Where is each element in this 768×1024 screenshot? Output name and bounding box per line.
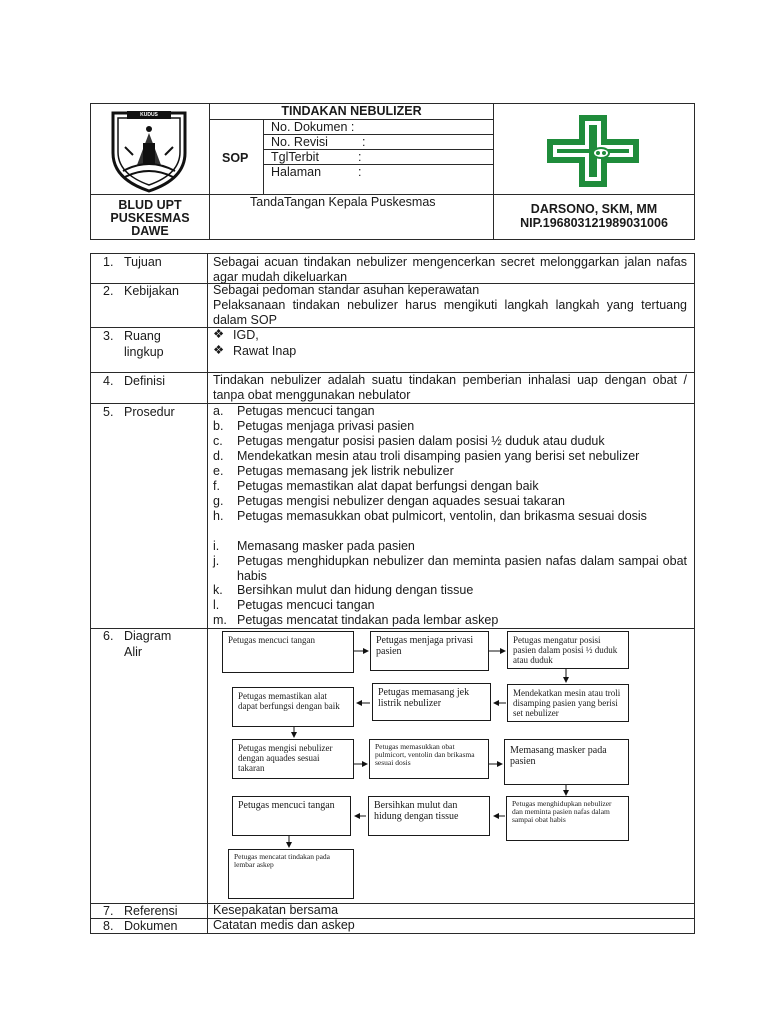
- head-name: DARSONO, SKM, MM: [530, 202, 658, 216]
- step-text: Petugas mengisi nebulizer dengan aquades sesuai takaran: [237, 494, 566, 508]
- org-name-line2: PUSKESMAS: [110, 211, 190, 225]
- diamond-bullet-icon: ❖: [213, 327, 225, 341]
- flow-box: Petugas memastikan alat dapat berfungsi dengan baik: [232, 687, 354, 727]
- step-key: h.: [213, 509, 224, 523]
- doc-field-terbit-colon: :: [358, 150, 362, 164]
- step-key: l.: [213, 598, 220, 612]
- section-label-diagram: Diagram: [124, 629, 172, 643]
- step-text: Petugas mencatat tindakan pada lembar askep: [237, 613, 499, 627]
- step-text: Petugas menghidupkan nebulizer dan meminta pasien nafas dalam sampai obat habis: [237, 554, 687, 583]
- doc-field-terbit: TglTerbit: [271, 150, 319, 164]
- flow-box: Mendekatkan mesin atau troli disamping pasien yang berisi set nebulizer: [507, 684, 629, 722]
- flow-box: Petugas mencuci tangan: [222, 631, 354, 673]
- section-label-ruang: Ruang: [124, 329, 161, 343]
- flow-box: Petugas memasukkan obat pulmicort, ventolin dan brikasma sesuai dosis: [369, 739, 489, 779]
- signature-label: TandaTangan Kepala Puskesmas: [250, 195, 436, 209]
- doc-field-dokumen: No. Dokumen :: [271, 120, 355, 134]
- step-key: c.: [213, 434, 223, 448]
- flow-box: Petugas mengatur posisi pasien dalam posisi ½ duduk atau duduk: [507, 631, 629, 669]
- kebijakan-line2: Pelaksanaan tindakan nebulizer harus mengikuti langkah langkah yang tertuang dalam SOP: [213, 298, 687, 327]
- flow-box: Petugas memasang jek listrik nebulizer: [372, 683, 491, 721]
- section-label-dokumen: Dokumen: [124, 919, 178, 933]
- flow-box: Petugas menghidupkan nebulizer dan meminta pasien nafas dalam sampai obat habis: [506, 796, 629, 841]
- flow-box: Petugas mencatat tindakan pada lembar askep: [228, 849, 354, 899]
- step-text: Petugas mencuci tangan: [237, 598, 375, 612]
- step-key: i.: [213, 539, 220, 553]
- doc-field-halaman: Halaman: [271, 165, 322, 179]
- flow-box: Memasang masker pada pasien: [504, 739, 629, 785]
- step-key: m.: [213, 613, 227, 627]
- flow-box: Bersihkan mulut dan hidung dengan tissue: [368, 796, 490, 836]
- tujuan-text: Sebagai acuan tindakan nebulizer mengencerkan secret melonggarkan jalan nafas agar mudah dikeluarkan: [213, 255, 687, 284]
- step-text: Bersihkan mulut dan hidung dengan tissue: [237, 583, 474, 597]
- step-text: Petugas memasukkan obat pulmicort, ventolin, dan brikasma sesuai dosis: [237, 509, 647, 523]
- step-key: d.: [213, 449, 224, 463]
- section-label-prosedur: Prosedur: [124, 405, 175, 419]
- step-text: Petugas memastikan alat dapat berfungsi dengan baik: [237, 479, 539, 493]
- section-num-dokumen: 8.: [103, 919, 114, 933]
- step-text: Petugas memasang jek listrik nebulizer: [237, 464, 454, 478]
- referensi-text: Kesepakatan bersama: [213, 903, 339, 917]
- section-num-prosedur: 5.: [103, 405, 114, 419]
- flow-box: Petugas menjaga privasi pasien: [370, 631, 489, 671]
- section-label-diagram-2: Alir: [124, 645, 143, 659]
- flow-box: Petugas mengisi nebulizer dengan aquades sesuai takaran: [232, 739, 354, 779]
- head-nip: NIP.196803121989031006: [520, 216, 668, 230]
- step-key: k.: [213, 583, 223, 597]
- step-text: Memasang masker pada pasien: [237, 539, 415, 553]
- sop-label: SOP: [222, 151, 249, 165]
- section-label-kebijakan: Kebijakan: [124, 284, 179, 298]
- section-label-referensi: Referensi: [124, 904, 178, 918]
- sop-title: TINDAKAN NEBULIZER: [281, 104, 422, 118]
- org-name-line1: BLUD UPT: [118, 198, 182, 212]
- org-name-line3: DAWE: [131, 224, 169, 238]
- doc-field-halaman-colon: :: [358, 165, 362, 179]
- section-num-tujuan: 1.: [103, 255, 114, 269]
- section-num-kebijakan: 2.: [103, 284, 114, 298]
- ruang-item: Rawat Inap: [233, 344, 297, 358]
- step-key: b.: [213, 419, 224, 433]
- doc-field-revisi: No. Revisi: [271, 135, 328, 149]
- step-key: f.: [213, 479, 220, 493]
- dokumen-text: Catatan medis dan askep: [213, 918, 355, 932]
- step-text: Petugas menjaga privasi pasien: [237, 419, 415, 433]
- diamond-bullet-icon: ❖: [213, 343, 225, 357]
- step-text: Mendekatkan mesin atau troli disamping pasien yang berisi set nebulizer: [237, 449, 640, 463]
- step-text: Petugas mengatur posisi pasien dalam posisi ½ duduk atau duduk: [237, 434, 605, 448]
- section-num-definisi: 4.: [103, 374, 114, 388]
- kebijakan-line1: Sebagai pedoman standar asuhan keperawatan: [213, 283, 480, 297]
- section-num-referensi: 7.: [103, 904, 114, 918]
- section-num-diagram: 6.: [103, 629, 114, 643]
- ruang-item: IGD,: [233, 328, 259, 342]
- seal-text: KUDUS: [140, 112, 158, 118]
- step-key: e.: [213, 464, 224, 478]
- step-text: Petugas mencuci tangan: [237, 404, 375, 418]
- step-key: a.: [213, 404, 224, 418]
- section-label-ruang-2: lingkup: [124, 345, 164, 359]
- definisi-text: Tindakan nebulizer adalah suatu tindakan pemberian inhalasi uap dengan obat / tanpa obat menggunakan nebulator: [213, 373, 687, 402]
- flow-box: Petugas mencuci tangan: [232, 796, 351, 836]
- step-key: g.: [213, 494, 224, 508]
- step-key: j.: [213, 554, 220, 568]
- doc-field-revisi-colon: :: [362, 135, 366, 149]
- section-label-definisi: Definisi: [124, 374, 165, 388]
- section-num-ruang: 3.: [103, 329, 114, 343]
- section-label-tujuan: Tujuan: [124, 255, 162, 269]
